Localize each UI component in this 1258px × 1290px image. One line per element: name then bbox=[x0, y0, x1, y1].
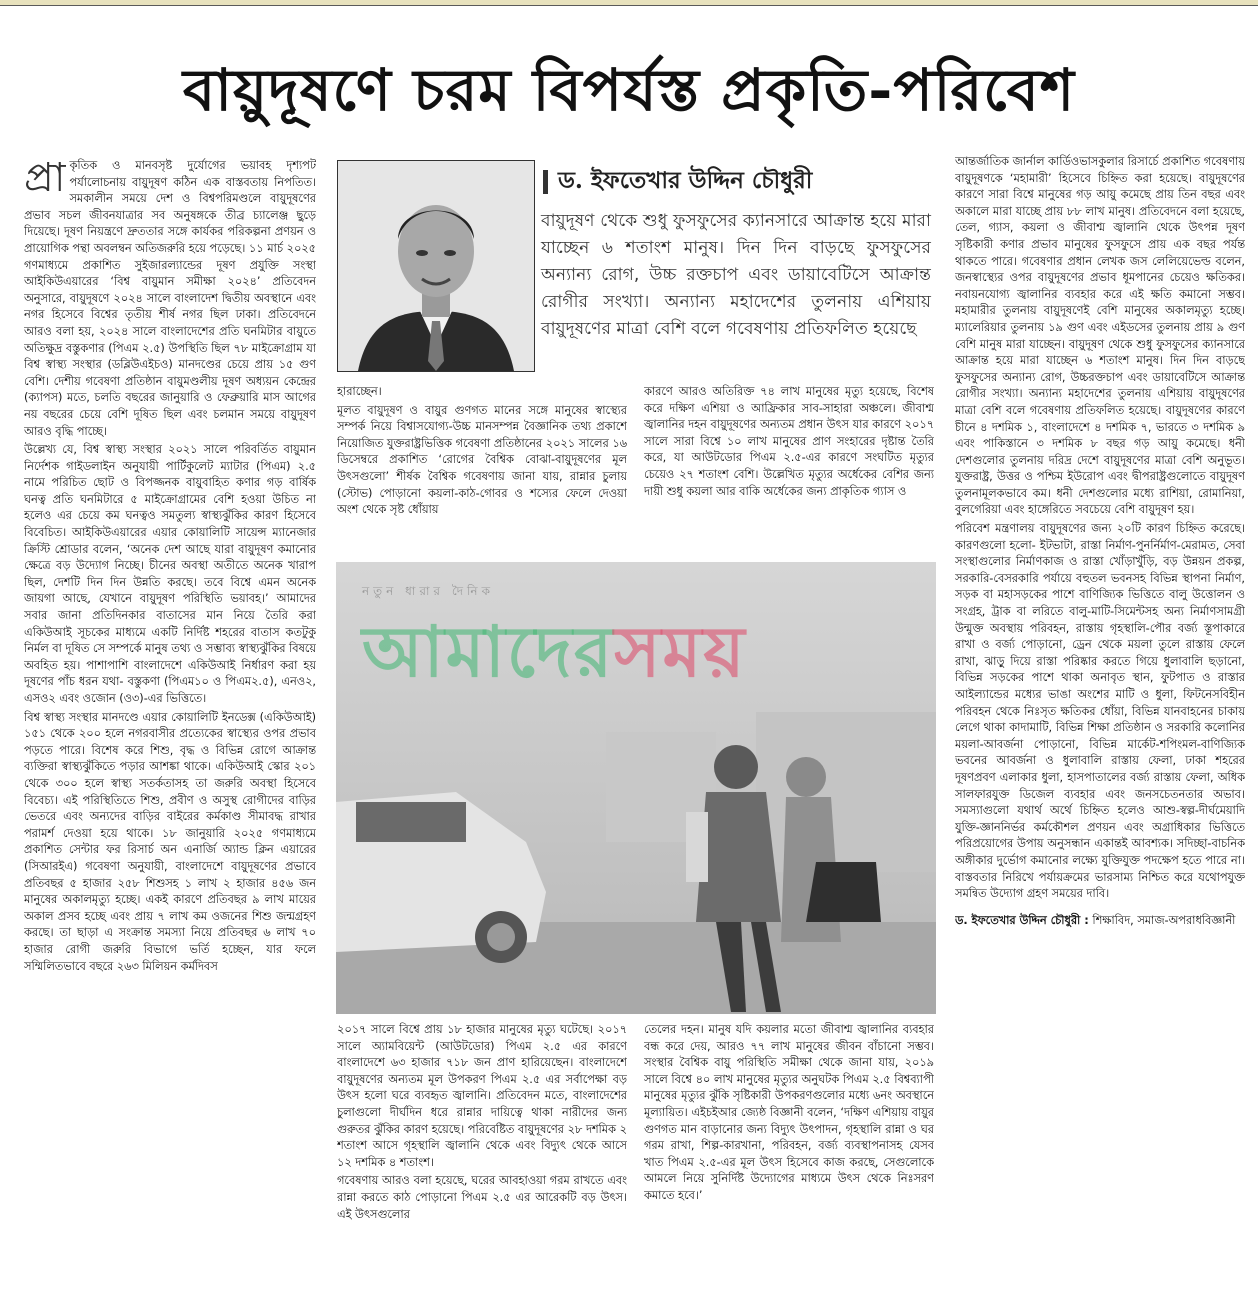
col1-paragraph-3: বিশ্ব স্বাস্থ্য সংস্থার মানদণ্ডে এয়ার কোয়ালিটি ইনডেক্স (একিউআই) ১৫১ থেকে ২০০ হলে নগরবাসীর প্রত্যেকের স্বাস্থ্যের ওপর প্রভাব পড়তে পারে। বিশেষ করে শিশু, বৃদ্ধ ও বিভিন্ন রোগে আক্রান্ত ব্যক্তিরা স্বাস্থ্যঝুঁকিতে পড়ার আশঙ্কা থাকে। একিউআই স্কোর ২০১ থেকে ৩০০ হলে স্বাস্থ্য সতর্কতাসহ তা জরুরি অবস্থা হিসেবে বিবেচ্য। এই পরিস্থিতিতে শিশু, প্রবীণ ও অসুস্থ রোগীদের বাড়ির ভেতরে এবং অন্যদের বাড়ির বাইরের কর্মকাণ্ড সীমাবদ্ধ রাখার পরামর্শ দেওয়া হয়ে থাকে। ১৮ জানুয়ারি ২০২৫ গণমাধ্যমে প্রকাশিত সেন্টার ফর রিসার্চ অন এনার্জি অ্যান্ড ক্লিন এয়ারের (সিআরইএ) গবেষণা অনুযায়ী, বাংলাদেশে বায়ুদূষণের প্রভাবে প্রতিবছর ৫ হাজার ২৫৮ শিশুসহ ১ লাখ ২ হাজার ৪৫৬ জন মানুষের অকালমৃত্যু হচ্ছে। একই কারণে প্রতিবছর ৯ লাখ মায়ের অকাল প্রসব হচ্ছে এবং প্রায় ৭ লাখ কম ওজনের শিশু জন্মগ্রহণ করছে। তা ছাড়া এ সংক্রান্ত সমস্যা নিয়ে প্রতিবছর ৬ লাখ ৭০ হাজার রোগী জরুরি বিভাগে ভর্তি হচ্ছেন, যার ফলে সম্মিলিতভাবে বছরে ২৬৩ মিলিয়ন কর্মদিবস bbox=[24, 710, 316, 973]
author-footer bbox=[955, 913, 1245, 930]
watermark-tagline: নতুন ধারার দৈনিক bbox=[362, 584, 494, 598]
col3b-paragraph-1: তেলের দহন। মানুষ যদি কয়লার মতো জীবাশ্ম জ্বালানির ব্যবহার বন্ধ করে দেয়, আরও ৭৭ লাখ মানুষের জীবন বাঁচানো সম্ভব। সংস্থার বৈশ্বিক বায়ু পরিস্থিতি সমীক্ষা থেকে জানা যায়, ২০১৯ সালে বিশ্বে ৪০ লাখ মানুষের মৃত্যুর অনুঘটক পিএম ২.৫ বিশ্বব্যাপী মানুষের মৃত্যুর ঝুঁকি সৃষ্টিকারী উপকরণগুলোর মধ্যে ৬নং অবস্থানে মূল্যায়িত। এইচইআর জ্যেষ্ঠ বিজ্ঞানী বলেন, ‘দক্ষিণ এশিয়ায় বায়ুর গুণগত মান বাড়ানোর জন্য বিদ্যুৎ উৎপাদন, গৃহস্থালি রান্না ও ঘর গরম রাখা, শিল্প-কারখানা, পরিবহন, বর্জ্য ব্যবস্থাপনাসহ যেসব খাত পিএম ২.৫-এর মূল উৎস হিসেবে কাজ করছে, সেগুলোকে আমলে নিয়ে সুনির্দিষ্ট উদ্যোগের মাধ্যমে উৎস থেকে নিঃসরণ কমাতে হবে।’ bbox=[644, 1023, 934, 1202]
newspaper-watermark bbox=[362, 598, 747, 715]
author-name: ড. ইফতেখার উদ্দিন চৌধুরী bbox=[558, 167, 813, 194]
footer-author-name: ড. ইফতেখার উদ্দিন চৌধুরী : bbox=[955, 913, 1089, 927]
col2a-paragraph-1: হারাচ্ছেন। bbox=[337, 385, 382, 398]
byline-bar bbox=[543, 170, 548, 194]
byline bbox=[543, 162, 812, 201]
intro-standfirst: বায়ুদূষণ থেকে শুধু ফুসফুসের ক্যানসারে আক্রান্ত হয়ে মারা যাচ্ছেন ৬ শতাংশ মানুষ। দিন দিন বাড়ছে ফুসফুসের অন্যান্য রোগ, উচ্চ রক্তচাপ এবং ডায়াবেটিসে আক্রান্ত রোগীর সংখ্যা। অন্যান্য মহাদেশের তুলনায় এশিয়ায় বায়ুদূষণের মাত্রা বেশি বলে গবেষণায় প্রতিফলিত হয়েছে bbox=[541, 211, 931, 339]
col4-paragraph-1: আন্তর্জাতিক জার্নাল কার্ডিওভাসকুলার রিসার্চে প্রকাশিত গবেষণায় বায়ুদূষণকে ‘মহামারী’ হিসেবে চিহ্নিত করা হয়েছে। বায়ুদূষণের কারণে সারা বিশ্বে মানুষের গড় আয়ু কমেছে প্রায় তিন বছর এবং অকালে মারা যাচ্ছে প্রায় ৮৮ লাখ মানুষ। প্রতিবেদনে বলা হয়েছে, তেল, গ্যাস, কয়লা ও জীবাশ্ম জ্বালানি থেকে উৎপন্ন দূষণ সৃষ্টিকারী কণার প্রভাব মানুষের ফুসফুসে প্রায় এক বছর পর্যন্ত থাকতে পারে। গবেষণার প্রধান লেখক জস লেলিয়েভেল্ড বলেন, জনস্বাস্থ্যের ওপর বায়ুদূষণের প্রভাব ধূমপানের চেয়েও ক্ষতিকর। নবায়নযোগ্য জ্বালানির ব্যবহার করে এই ক্ষতি কমানো সম্ভব। মহামারীর তুলনায় বায়ুদূষণেই বেশি মানুষের অকালমৃত্যু হচ্ছে। ম্যালেরিয়ার তুলনায় ১৯ গুণ এবং এইডসের তুলনায় প্রায় ৯ গুণ বেশি মানুষ মারা যাচ্ছেন। বায়ুদূষণ থেকে শুধু ফুসফুসের ক্যানসারে আক্রান্ত হয়ে মারা যাচ্ছেন ৬ শতাংশ মানুষ। দিন দিন বাড়ছে ফুসফুসের অন্যান্য রোগ, উচ্চরক্তচাপ এবং ডায়াবেটিসে আক্রান্ত রোগীর সংখ্যা। অন্যান্য মহাদেশের তুলনায় এশিয়ায় বায়ুদূষণের মাত্রা বেশি বলে গবেষণায় প্রতিফলিত হয়েছে। বায়ুদূষণের কারণে চীনে ৪ দশমিক ১, বাংলাদেশে ৪ দশমিক ৭, ভারতে ৩ দশমিক ৯ এবং পাকিস্তানে ৩ দশমিক ৮ বছর গড় আয়ু কমেছে। ধনী দেশগুলোর তুলনায় দরিদ্র দেশে বায়ুদূষণের মাত্রা বেশি অনুভূত। যুক্তরাষ্ট্র, উত্তর ও পশ্চিম ইউরোপ এবং দ্বীপরাষ্ট্রগুলোতে বায়ুদূষণ তুলনামূলকভাবে কম। ধনী দেশগুলোর মধ্যে রাশিয়া, রোমানিয়া, বুলগেরিয়া এবং হাঙ্গেরিতে সবচেয়ে বেশি বায়ুদূষণ হয়। bbox=[955, 155, 1245, 517]
column-1 bbox=[24, 158, 316, 1276]
watermark-part-2: সময় bbox=[614, 611, 747, 693]
col1-paragraph-1: প্রা কৃতিক ও মানবসৃষ্ট দুর্যোগের ভয়াবহ দৃশ্যপট পর্যালোচনায় বায়ুদূষণ কঠিন এক বাস্তবতায় নিপতিত। সমকালীন সময়ে দেশ ও বিশ্বপরিমণ্ডলে বায়ুদূষণের প্রভাব সচল জীবনযাত্রার সব অনুষঙ্গকে তীব্র চ্যালেঞ্জ ছুড়ে দিয়েছে। দূষণ নিয়ন্ত্রণে দ্রুততার সঙ্গে কার্যকর পরিকল্পনা প্রণয়ন ও প্রায়োগিক পন্থা অবলম্বন অতিজরুরি হয়ে পড়েছে। ১১ মার্চ ২০২৫ গণমাধ্যমে প্রকাশিত সুইজারল্যান্ডের দূষণ প্রযুক্তি সংস্থা আইকিউএয়ারের ‘বিশ্ব বায়ুমান সমীক্ষা ২০২৪’ প্রতিবেদন অনুসারে, বায়ুদূষণে ২০২৪ সালে বাংলাদেশ দ্বিতীয় অবস্থানে এবং নগর হিসেবে বিশ্বের তৃতীয় শীর্ষ নগর ছিল ঢাকা। প্রতিবেদনে আরও বলা হয়, ২০২৪ সালে বাংলাদেশের প্রতি ঘনমিটার বায়ুতে অতিক্ষুদ্র বস্তুকণার (পিএম ২.৫) উপস্থিতি ছিল ৭৮ মাইক্রোগ্রাম যা বিশ্ব স্বাস্থ্য সংস্থার (ডব্লিউএইচও) মানদণ্ডের চেয়ে প্রায় ১৫ গুণ বেশি। দেশীয় গবেষণা প্রতিষ্ঠান বায়ুমণ্ডলীয় দূষণ অধ্যয়ন কেন্দ্রের (ক্যাপস) মতে, চলতি বছরের জানুয়ারি ও ফেব্রুয়ারি মাস আগের নয় বছরের চেয়ে বেশি দূষিত ছিল এবং চলমান সময়ে বায়ুদূষণ আরও বৃদ্ধি পাচ্ছে। bbox=[24, 158, 316, 438]
column-2-lower bbox=[337, 1022, 627, 1284]
column-2-upper bbox=[337, 384, 627, 554]
col2b-paragraph-1: ২০১৭ সালে বিশ্বে প্রায় ১৮ হাজার মানুষের মৃত্যু ঘটেছে। ২০১৭ সালে অ্যামবিয়েন্ট (আউটডোর) পিএম ২.৫ এর কারণে বাংলাদেশে ৬৩ হাজার ৭১৮ জন প্রাণ হারিয়েছেন। বাংলাদেশে বায়ুদূষণের অন্যতম মূল উপকরণ পিএম ২.৫ এর সর্বাপেক্ষা বড় উৎস হলো ঘরে ব্যবহৃত জ্বালানি। প্রতিবেদন মতে, বাংলাদেশের চুলাগুলো দীর্ঘদিন ধরে রান্নার দায়িত্বে থাকা নারীদের জন্য গুরুতর ঝুঁকির কারণ হয়েছে। পরিবেষ্টিত বায়ুদূষণের ২৮ দশমিক ২ শতাংশ আসে গৃহস্থালি জ্বালানি থেকে এবং বিদ্যুৎ থেকে আসে ১২ দশমিক ৪ শতাংশ। bbox=[337, 1023, 627, 1169]
headline: বায়ুদূষণে চরম বিপর্যস্ত প্রকৃতি-পরিবেশ bbox=[182, 56, 1076, 124]
col2a-paragraph-2: মূলত বায়ুদূষণ ও বায়ুর গুণগত মানের সঙ্গে মানুষের স্বাস্থ্যের সম্পর্ক নিয়ে বিশ্বাসযোগ্য-উচ্চ মানসম্পন্ন বৈজ্ঞানিক তথ্য প্রকাশে নিয়োজিত যুক্তরাষ্ট্রভিত্তিক গবেষণা প্রতিষ্ঠানের ২০২১ সালের ১৬ ডিসেম্বরে প্রকাশিত ‘রোগের বৈশ্বিক বোঝা-বায়ুদূষণের মূল উৎসগুলো’ শীর্ষক বৈশ্বিক গবেষণায় জানা যায়, রান্নার চুলায় (স্টোভ) পোড়ানো কয়লা-কাঠ-গোবর ও শস্যের ফেলে দেওয়া অংশ থেকে সৃষ্ট ধোঁয়ায় bbox=[337, 403, 627, 517]
footer-author-role: শিক্ষাবিদ, সমাজ-অপরাধবিজ্ঞানী bbox=[1088, 913, 1236, 927]
author-photo bbox=[337, 160, 535, 372]
col2b-paragraph-2: গবেষণায় আরও বলা হয়েছে, ঘরের আবহাওয়া গরম রাখতে এবং রান্না করতে কাঠ পোড়ানো পিএম ২.৫ এর আরেকটি বড় উৎস। এই উৎসগুলোর bbox=[337, 1174, 627, 1221]
author-portrait-graphic bbox=[338, 161, 534, 371]
watermark-part-1: আমাদের bbox=[362, 611, 615, 693]
column-4 bbox=[955, 154, 1245, 1284]
col4-paragraph-2: পরিবেশ মন্ত্রণালয় বায়ুদূষণের জন্য ২০টি কারণ চিহ্নিত করেছে। কারণগুলো হলো- ইটভাটা, রাস্তা নির্মাণ-পুনর্নির্মাণ-মেরামত, সেবা সংস্থাগুলোর নির্মাণকাজ ও রাস্তা খোঁড়াখুঁড়ি, বড় উন্নয়ন প্রকল্প, সরকারি-বেসরকারি পর্যায়ে বহুতল ভবনসহ বিভিন্ন স্থাপনা নির্মাণ, সড়ক বা মহাসড়কের পাশে বাণিজ্যিক ভিত্তিতে বালু উত্তোলন ও সংগ্রহ, ট্রাক বা লরিতে বালু-মাটি-সিমেন্টসহ অন্য নির্মাণসামগ্রী উন্মুক্ত অবস্থায় পরিবহন, রাস্তায় গৃহস্থালি-পৌর বর্জ্য স্তূপাকারে রাখা ও বর্জ্য পোড়ানো, ড্রেন থেকে ময়লা তুলে রাস্তায় ফেলে রাখা, ঝাড়ু দিয়ে রাস্তা পরিষ্কার করতে গিয়ে ধুলাবালি ছড়ানো, বিভিন্ন সড়কের পাশে থাকা অনাবৃত স্থান, ফুটপাত ও রাস্তার আইল্যান্ডের মধ্যের ভাঙা অংশের মাটি ও ধুলা, ফিটনেসবিহীন পরিবহন থেকে নিঃসৃত ক্ষতিকর ধোঁয়া, বিভিন্ন যানবাহনের চাকায় লেগে থাকা কাদামাটি, বিভিন্ন শিক্ষা প্রতিষ্ঠান ও সরকারি কলোনির ময়লা-আবর্জনা পোড়ানো, বিভিন্ন মার্কেট-শপিংমল-বাণিজ্যিক ভবনের আবর্জনা ও ধুলাবালি রাস্তায় ফেলা, ঢাকা শহরের দূষণপ্রবণ এলাকার ধুলা, হাসপাতালের বর্জ্য রাস্তায় ফেলা, অধিক সালফারযুক্ত ডিজেল ব্যবহার এবং জনসচেতনতার অভাব। সমস্যাগুলো যথার্থ অর্থে চিহ্নিত হলেও আশু-স্বল্প-দীর্ঘমেয়াদি যুক্তি-জ্ঞাননির্ভর কর্মকৌশল প্রণয়ন এবং অগ্রাধিকার ভিত্তিতে পরিপ্রয়োগের উপায় অনুসন্ধান একান্তই আবশ্যক। সদিচ্ছা-বাচনিক অঙ্গীকার দুর্ভোগ কমানোর লক্ষ্যে যুক্তিযুক্ত পদক্ষেপ হতে পারে না। বাস্তবতার নিরিখে পর্যায়ক্রমের ভারসাম্য নিশ্চিত করে যথোপযুক্ত সমন্বিত উদ্যোগ গ্রহণ সময়ের দাবি। bbox=[955, 522, 1245, 901]
col1-paragraph-2: উল্লেখ্য যে, বিশ্ব স্বাস্থ্য সংস্থার ২০২১ সালে পরিবর্তিত বায়ুমান নির্দেশক গাইডলাইন অনুযায়ী পার্টিকুলেট ম্যাটার (পিএম) ২.৫ নামে পরিচিত ছোট ও বিপজ্জনক বায়ুবাহিত কণার গড় বার্ষিক ঘনত্ব প্রতি ঘনমিটারে ৫ মাইক্রোগ্রামের বেশি হওয়া উচিত না হলেও এর চেয়ে কম ঘনত্বও সমতুল্য স্বাস্থ্যঝুঁকির কারণ হিসেবে বিবেচিত। আইকিউএয়ারের এয়ার কোয়ালিটি সায়েন্স ম্যানেজার ক্রিস্টি শ্রোডার বলেন, ‘অনেক দেশ আছে যারা বায়ুদূষণ কমানোর ক্ষেত্রে বড় উদ্যোগ নিচ্ছে। চীনের অবস্থা অতীতে অনেক খারাপ ছিল, দেশটি দিন দিন উন্নতি করছে। তবে বিশ্বে এমন অনেক জায়গা আছে, যেখানে বায়ুদূষণ পরিস্থিতি ভয়াবহ।’ আমাদের সবার জানা প্রতিদিনকার বাতাসের মান নিয়ে তৈরি করা একিউআই সূচকের মাধ্যমে একটি নির্দিষ্ট শহরের বাতাস কতটুকু নির্মল বা দূষিত সে সম্পর্কে মানুষ তথ্য ও সম্ভাব্য স্বাস্থ্যঝুঁকির বিষয়ে অবহিত হয়। পাশাপাশি বাংলাদেশে একিউআই নির্ধারণ করা হয় দূষণের পাঁচ ধরন যথা- বস্তুকণা (পিএম১০ ও পিএম২.৫), এনও২, এসও২ এবং ওজোন (ও৩)-এর ভিত্তিতে। bbox=[24, 443, 316, 705]
col3a-paragraph-1: কারণে আরও অতিরিক্ত ৭৪ লাখ মানুষের মৃত্যু হয়েছে, বিশেষ করে দক্ষিণ এশিয়া ও আফ্রিকার সাব-সাহারা অঞ্চলে। জীবাশ্ম জ্বালানির দহন বায়ুদূষণের অন্যতম প্রধান উৎস যার কারণে ২০১৭ সালে সারা বিশ্বে ১০ লাখ মানুষের প্রাণ সংহারের দৃষ্টান্ত তৈরি করে, যা আউটডোর পিএম ২.৫-এর কারণে সংঘটিত মৃত্যুর চেয়েও ২৭ শতাংশ বেশি। উল্লেখিত মৃত্যুর অর্ধেকের বেশির জন্য দায়ী শুধু কয়লা আর বাকি অর্ধেকের জন্য প্রাকৃতিক গ্যাস ও bbox=[644, 385, 934, 498]
top-rule bbox=[0, 0, 1258, 6]
column-3-upper bbox=[644, 384, 934, 554]
dropcap: প্রা bbox=[24, 158, 66, 201]
column-3-lower bbox=[644, 1022, 934, 1284]
